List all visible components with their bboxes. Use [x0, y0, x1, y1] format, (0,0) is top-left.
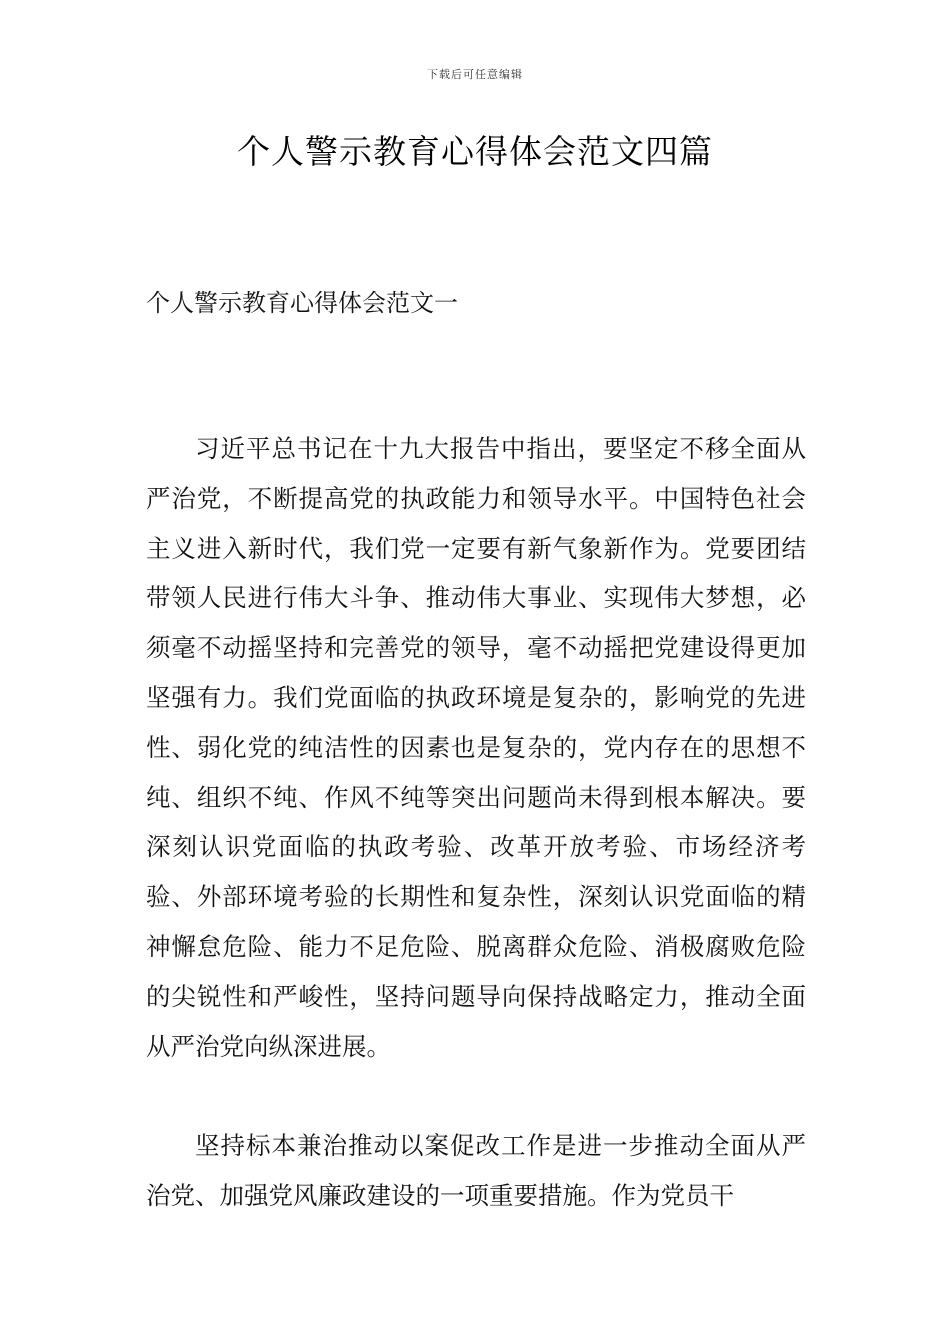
body-paragraph-1: 习近平总书记在十九大报告中指出，要坚定不移全面从严治党，不断提高党的执政能力和领导水平。中国特色社会主义进入新时代，我们党一定要有新气象新作为。党要团结带领人民进行伟大斗争、推动伟大事业、实现伟大梦想，必须毫不动摇坚持和完善党的领导，毫不动摇把党建设得更加坚强有力。我们党面临的执政环境是复杂的，影响党的先进性、弱化党的纯洁性的因素也是复杂的，党内存在的思想不纯、组织不纯、作风不纯等突出问题尚未得到根本解决。要深刻认识党面临的执政考验、改革开放考验、市场经济考验、外部环境考验的长期性和复杂性，深刻认识党面临的精神懈怠危险、能力不足危险、脱离群众危险、消极腐败危险的尖锐性和严峻性，坚持问题导向保持战略定力，推动全面从严治党向纵深进展。 — [146, 434, 806, 1061]
section-heading: 个人警示教育心得体会范文一 — [146, 289, 458, 317]
document-title: 个人警示教育心得体会范文四篇 — [237, 132, 713, 171]
body-paragraph-2: 坚持标本兼治推动以案促改工作是进一步推动全面从严治党、加强党风廉政建设的一项重要措施。作为党员干 — [146, 1131, 806, 1210]
header-note: 下载后可任意编辑 — [427, 68, 523, 81]
